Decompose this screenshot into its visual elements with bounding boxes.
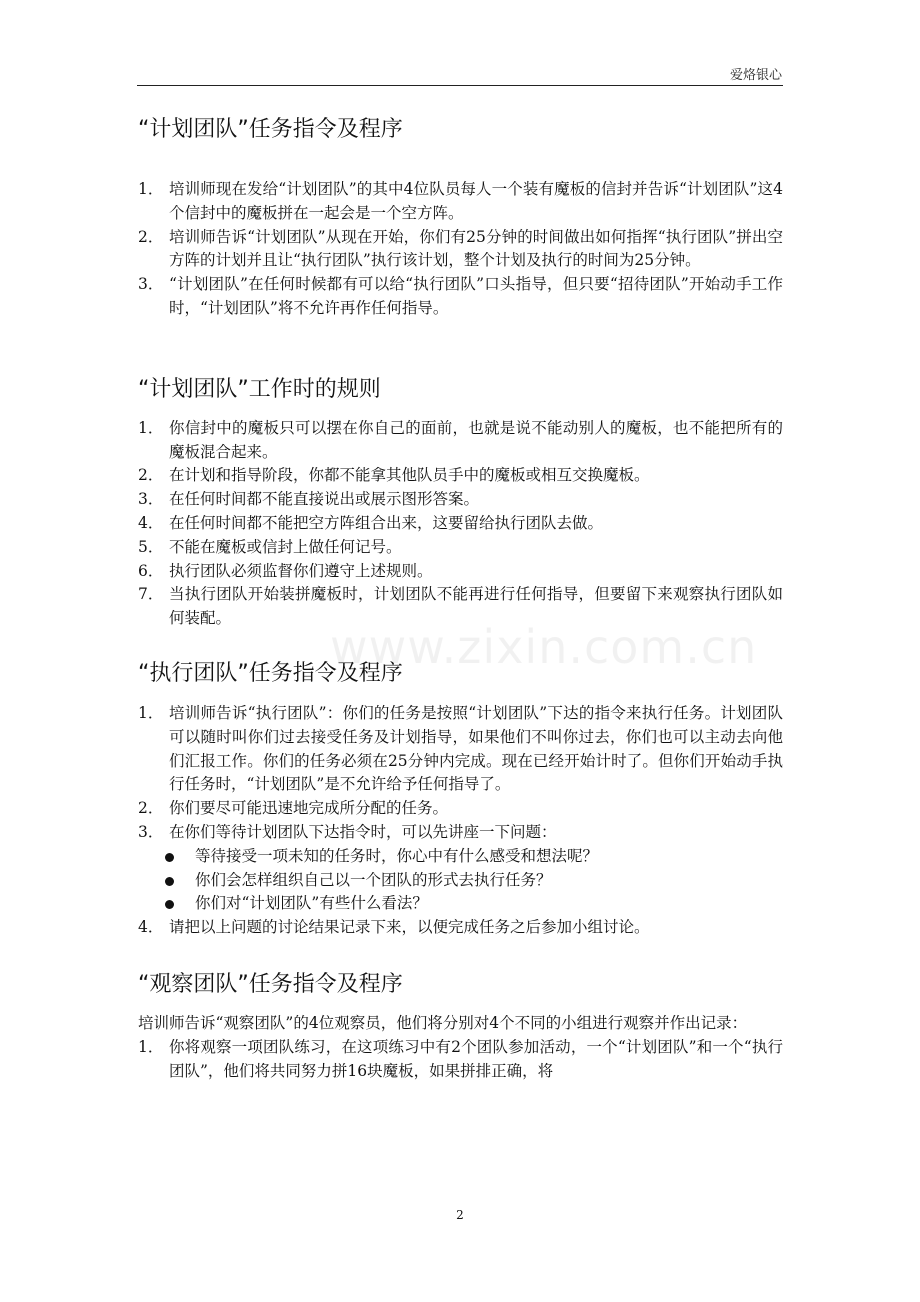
item-text: 在你们等待计划团队下达指令时，可以先讲座一下问题： [169, 822, 557, 841]
header-author: 爱烙银心 [729, 68, 782, 83]
section-title-execution-instructions: “执行团队”任务指令及程序 [138, 660, 403, 686]
item-number: 2． [138, 799, 164, 818]
item-number: 7． [138, 585, 164, 604]
bullet-text: 等待接受一项未知的任务时，你心中有什么感受和想法呢？ [195, 846, 599, 865]
list-item [138, 869, 783, 893]
execution-instructions-list [138, 702, 783, 845]
bullet-text: 你们对“计划团队”有些什么看法？ [195, 894, 428, 913]
item-text: 你们要尽可能迅速地完成所分配的任务。 [169, 799, 449, 818]
list-item [138, 512, 783, 536]
watermark: www.zixin.com.cn [330, 620, 758, 674]
list-item [138, 417, 783, 465]
item-text: 当执行团队开始装拼魔板时，计划团队不能再进行任何指导，但要留下来观察执行团队如何装配。 [169, 585, 783, 628]
observation-instructions-list [138, 1036, 783, 1084]
item-number: 5． [138, 537, 164, 556]
list-item [138, 1036, 783, 1084]
item-text: 你将观察一项团队练习，在这项练习中有2个团队参加活动，一个“计划团队”和一个“执行团队”，他们将共同努力拼16块魔板，如果拼排正确，将 [169, 1037, 783, 1080]
list-item [138, 702, 783, 797]
item-text: 在任何时间都不能直接说出或展示图形答案。 [169, 490, 480, 509]
list-item [138, 892, 783, 916]
item-number: 1． [138, 703, 164, 722]
list-item [138, 916, 783, 940]
bullet-icon [165, 900, 174, 909]
planning-instructions-list [138, 178, 783, 321]
discussion-questions-list [138, 845, 783, 916]
document-body [138, 110, 783, 1083]
item-text: 在任何时间都不能把空方阵组合出来，这要留给执行团队去做。 [169, 513, 604, 532]
header-divider [137, 85, 783, 86]
item-number: 6． [138, 561, 164, 580]
list-item [138, 821, 783, 845]
section-title-planning-rules: “计划团队”工作时的规则 [138, 376, 381, 402]
item-number: 2． [138, 227, 164, 246]
bullet-icon [165, 853, 174, 862]
item-number: 1． [138, 418, 164, 437]
list-item [138, 560, 783, 584]
list-item [138, 797, 783, 821]
list-item [138, 178, 783, 226]
item-text: “计划团队”在任何时候都有可以给“执行团队”口头指导，但只要“招待团队”开始动手工作时，“计划团队”将不允许再作任何指导。 [169, 275, 783, 317]
item-text: 培训师现在发给“计划团队”的其中4位队员每人一个装有魔板的信封并告诉“计划团队”这4个信封中的魔板拼在一起会是一个空方阵。 [169, 180, 783, 222]
list-item [138, 273, 783, 321]
page-number: 2 [456, 1208, 464, 1222]
item-text: 培训师告诉“计划团队”从现在开始，你们有25分钟的时间做出如何指挥“执行团队”拼出空方阵的计划并且让“执行团队”执行该计划，整个计划及执行的时间为25分钟。 [169, 227, 783, 270]
list-item [138, 583, 783, 631]
item-number: 1． [138, 180, 164, 198]
item-number: 3． [138, 275, 164, 294]
item-text: 执行团队必须监督你们遵守上述规则。 [169, 561, 433, 580]
list-item [138, 226, 783, 274]
item-number: 3． [138, 822, 164, 841]
item-number: 2． [138, 466, 164, 485]
item-text: 不能在魔板或信封上做任何记号。 [169, 537, 402, 556]
item-number: 4． [138, 513, 164, 532]
execution-final-item [138, 916, 783, 940]
list-item [138, 845, 783, 869]
item-text: 培训师告诉“执行团队”：你们的任务是按照“计划团队”下达的指令来执行任务。计划团队可以随时叫你们过去接受任务及计划指导，如果他们不叫你过去，你们也可以主动去向他们汇报工作。你们的任务必须在25分钟内完成。现在已经开始计时了。但你们开始动手执行任务时，“计划团队”是不允许给予任何指导了。 [169, 703, 783, 794]
item-text: 请把以上问题的讨论结果记录下来，以便完成任务之后参加小组讨论。 [169, 918, 650, 937]
list-item [138, 464, 783, 488]
item-number: 4． [138, 918, 164, 937]
section-title-planning-instructions: “计划团队”任务指令及程序 [138, 117, 403, 142]
planning-rules-list [138, 417, 783, 631]
item-number: 1． [138, 1037, 164, 1056]
item-text: 在计划和指导阶段，你都不能拿其他队员手中的魔板或相互交换魔板。 [169, 466, 650, 485]
list-item [138, 488, 783, 512]
section-title-observation-instructions: “观察团队”任务指令及程序 [138, 971, 403, 997]
observation-intro: 培训师告诉“观察团队”的4位观察员，他们将分别对4个不同的小组进行观察并作出记录： [138, 1013, 748, 1032]
bullet-icon [165, 877, 174, 886]
bullet-text: 你们会怎样组织自己以一个团队的形式去执行任务？ [195, 870, 552, 889]
item-number: 3． [138, 490, 164, 509]
list-item [138, 536, 783, 560]
item-text: 你信封中的魔板只可以摆在你自己的面前，也就是说不能动别人的魔板，也不能把所有的魔板混合起来。 [169, 418, 783, 461]
